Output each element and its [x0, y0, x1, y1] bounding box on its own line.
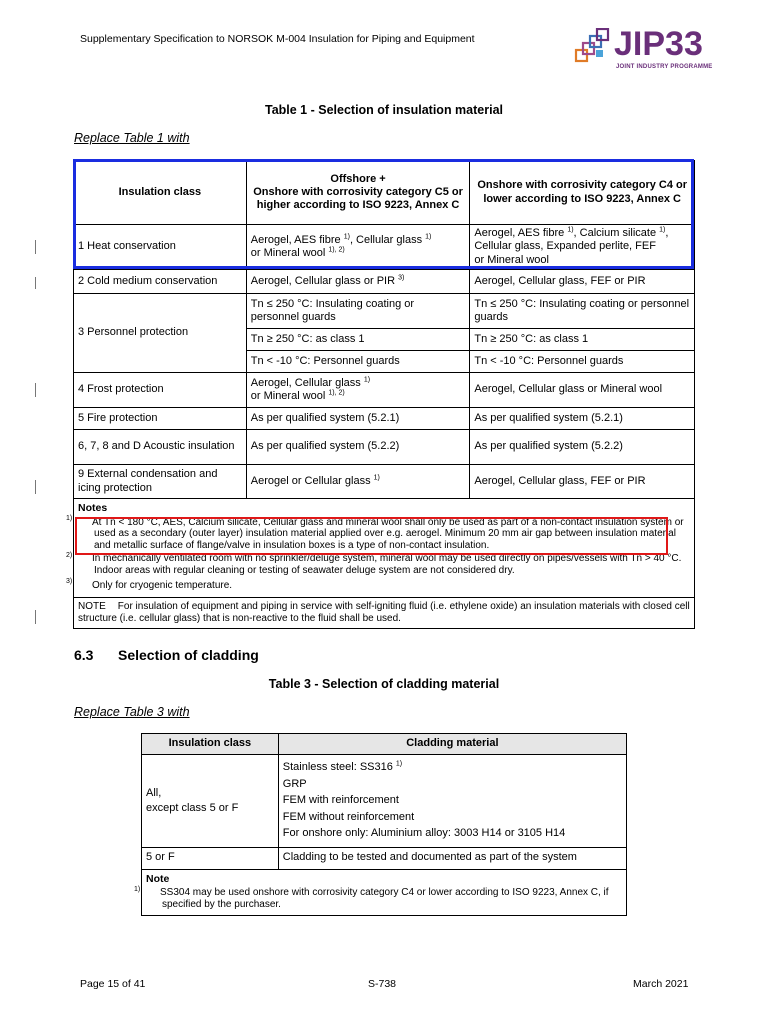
row-class: 6, 7, 8 and D Acoustic insulation — [74, 430, 247, 465]
change-bar — [35, 610, 36, 624]
footnote-ref: 1) — [659, 226, 666, 234]
text-fragment: Aerogel, AES fibre — [474, 227, 568, 240]
row-class: 1 Heat conservation — [74, 225, 247, 270]
row-offshore-material: Tn ≤ 250 °C: Insulating coating or personnel guards — [246, 294, 470, 329]
note-row — [74, 598, 695, 629]
text-fragment: , Calcium silicate — [573, 227, 660, 240]
notes-heading: Notes — [78, 502, 108, 514]
section-title: Selection of cladding — [118, 647, 259, 663]
section-number: 6.3 — [74, 647, 94, 663]
change-bar — [35, 383, 36, 397]
table-row — [74, 430, 695, 465]
footnote-ref: 1) — [363, 376, 371, 384]
logo-squares-icon — [574, 28, 614, 72]
footnote-2: 2) In mechanically ventilated room with no sprinkler/deluge system, mineral wool may be used directly on pipes/vessels with Tn > 40 °C. Indoor areas with regular cleaning or testing of seawater deluge system are not considered dry. — [66, 551, 682, 576]
row-onshore-material: Aerogel, Cellular glass, FEF or PIR — [470, 270, 695, 294]
text-fragment: Cellular glass, Expanded perlite, FEF — [474, 240, 656, 253]
row-class — [142, 755, 279, 848]
table1-replace-instruction: Replace Table 1 with — [74, 131, 190, 145]
text-fragment: Aerogel or Cellular glass — [250, 474, 374, 487]
note-row — [142, 869, 627, 915]
change-bar — [35, 480, 36, 494]
logo-subtitle: JOINT INDUSTRY PROGRAMME — [616, 64, 713, 70]
footer-date: March 2021 — [633, 978, 689, 990]
table-row — [74, 294, 695, 329]
row-class: 5 Fire protection — [74, 408, 247, 430]
row-cladding-material: Cladding to be tested and documented as part of the system — [278, 847, 626, 869]
text-fragment: Stainless steel: SS316 — [282, 761, 396, 773]
header-onshore: Onshore with corrosivity category C4 or lower according to ISO 9223, Annex C — [470, 161, 695, 225]
footnote-text: In mechanically ventilated room with no sprinkler/deluge system, mineral wool may be used directly on pipes/vessels with Tn > 40 °C. Indoor areas with regular cleaning or testing of seawater deluge system are not considered dry. — [92, 552, 682, 576]
row-onshore-material: Tn < -10 °C: Personnel guards — [470, 351, 695, 373]
table-row — [74, 225, 695, 270]
row-offshore-material — [246, 270, 470, 294]
row-offshore-material: As per qualified system (5.2.2) — [246, 430, 470, 465]
footnote-text: Only for cryogenic temperature. — [92, 579, 233, 591]
table-row — [74, 465, 695, 499]
footnote-ref: 1) — [425, 233, 432, 241]
table-row — [142, 847, 627, 869]
list-item: For onshore only: Aluminium alloy: 3003 H14 or 3105 H14 — [282, 827, 566, 839]
table-row — [74, 373, 695, 408]
footnote-text: SS304 may be used onshore with corrosivity category C4 or lower according to ISO 9223, Annex C, if specified by the purchaser. — [160, 887, 609, 910]
text-fragment: or Mineral wool — [250, 247, 329, 259]
text-fragment: , Cellular glass — [349, 233, 426, 246]
list-item: FEM without reinforcement — [282, 810, 415, 823]
table-row — [74, 270, 695, 294]
notes-row — [74, 499, 695, 598]
document-header: Supplementary Specification to NORSOK M-004 Insulation for Piping and Equipment — [80, 33, 475, 45]
change-bar — [35, 240, 36, 254]
table-row — [74, 408, 695, 430]
row-offshore-material — [246, 373, 470, 408]
note-heading: Note — [146, 872, 170, 885]
note-label: NOTE — [78, 601, 106, 613]
list-item: FEM with reinforcement — [282, 794, 399, 806]
header-offshore-line1: Offshore + — [330, 172, 386, 185]
table1-title: Table 1 - Selection of insulation material — [264, 103, 503, 117]
row-offshore-material: Tn < -10 °C: Personnel guards — [246, 351, 470, 373]
table-row — [142, 755, 627, 848]
footnote-ref: 1) — [395, 760, 403, 768]
text-fragment: or Mineral wool — [250, 390, 329, 402]
row-onshore-material: Tn ≥ 250 °C: as class 1 — [470, 329, 695, 351]
text-fragment: Aerogel, Cellular glass — [250, 376, 364, 389]
note-text: For insulation of equipment and piping in service with self-igniting fluid (i.e. ethylene oxide) an insulation materials with closed cell structure (i.e. cellular glass) that is non-reactive to the fluid shall be used. — [78, 601, 690, 625]
header-insulation-class: Insulation class — [142, 734, 279, 755]
footnote-ref: 1) — [567, 226, 574, 234]
note-cell — [74, 598, 695, 629]
table3-replace-instruction: Replace Table 3 with — [74, 705, 190, 719]
footnote-ref: 3) — [398, 274, 405, 282]
row-onshore-material: Aerogel, Cellular glass or Mineral wool — [470, 373, 695, 408]
insulation-material-table — [66, 160, 695, 629]
header-offshore — [246, 161, 470, 225]
row-class: 9 External condensation and icing protection — [74, 465, 247, 499]
table3-title: Table 3 - Selection of cladding material — [268, 677, 500, 691]
logo-text: JIP33 — [614, 25, 703, 63]
list-item — [283, 759, 622, 776]
text-fragment: Aerogel, AES fibre — [250, 233, 344, 246]
list-item: GRP — [282, 777, 307, 790]
row-class: 5 or F — [142, 847, 279, 869]
row-offshore-material: As per qualified system (5.2.1) — [246, 408, 470, 430]
row-class: 4 Frost protection — [74, 373, 247, 408]
section-heading — [74, 647, 259, 663]
row-onshore-material: As per qualified system (5.2.2) — [470, 430, 695, 465]
row-onshore-material — [470, 225, 695, 270]
row-offshore-material — [246, 465, 470, 499]
row-onshore-material: Tn ≤ 250 °C: Insulating coating or personnel guards — [470, 294, 695, 329]
footer-page-number: Page 15 of 41 — [80, 978, 146, 990]
class-line: except class 5 or F — [146, 801, 239, 814]
footnote-1: 1) SS304 may be used onshore with corrosivity category C4 or lower according to ISO 9223, Annex C, if specified by the purchaser. — [134, 885, 609, 910]
footer-document-id: S-738 — [368, 978, 397, 990]
jip33-logo — [574, 25, 714, 76]
row-cladding-material — [278, 755, 626, 848]
footnote-ref: 1), 2) — [328, 389, 345, 397]
text-fragment: or Mineral wool — [474, 253, 549, 266]
row-class: 2 Cold medium conservation — [74, 270, 247, 294]
header-cladding-material: Cladding material — [278, 734, 626, 755]
text-fragment: Aerogel, Cellular glass or PIR — [250, 274, 399, 287]
row-onshore-material: Aerogel, Cellular glass, FEF or PIR — [470, 465, 695, 499]
text-fragment: , — [665, 227, 669, 240]
row-class: 3 Personnel protection — [74, 294, 247, 373]
row-offshore-material: Tn ≥ 250 °C: as class 1 — [246, 329, 470, 351]
cladding-material-table — [134, 733, 627, 916]
row-onshore-material: As per qualified system (5.2.1) — [470, 408, 695, 430]
notes-cell — [66, 499, 695, 598]
header-offshore-line2: Onshore with corrosivity category C5 or higher according to ISO 9223, Annex C — [253, 185, 463, 212]
footnote-ref: 1) — [343, 233, 350, 241]
row-offshore-material — [246, 225, 470, 270]
footnote-text: At Tn < 180 °C, AES, Calcium silicate, Cellular glass and mineral wool shall only be used as part of a non-contact insulation system or used as a secondary (outer layer) insulation material applied over e.g. aerogel. Minimum 20 mm air gap between insulation material and metallic surface of flange/valve in insulation boxes is a type of non-contact insulation. — [92, 516, 684, 552]
change-bar — [35, 277, 36, 289]
note-cell — [134, 869, 627, 915]
footnote-ref: 1), 2) — [328, 246, 345, 254]
footnote-ref: 1) — [373, 474, 380, 482]
footnote-3: 3) Only for cryogenic temperature. — [66, 578, 233, 591]
footnote-1: 1) At Tn < 180 °C, AES, Calcium silicate, Cellular glass and mineral wool shall only be used as part of a non-contact insulation system or used as a secondary (outer layer) insulation material applied over e.g. aerogel. Minimum 20 mm air gap between insulation material and metallic surface of flange/valve in insulation boxes is a type of non-contact insulation. — [66, 515, 684, 552]
header-insulation-class: Insulation class — [74, 161, 247, 225]
class-line: All, — [146, 786, 162, 799]
